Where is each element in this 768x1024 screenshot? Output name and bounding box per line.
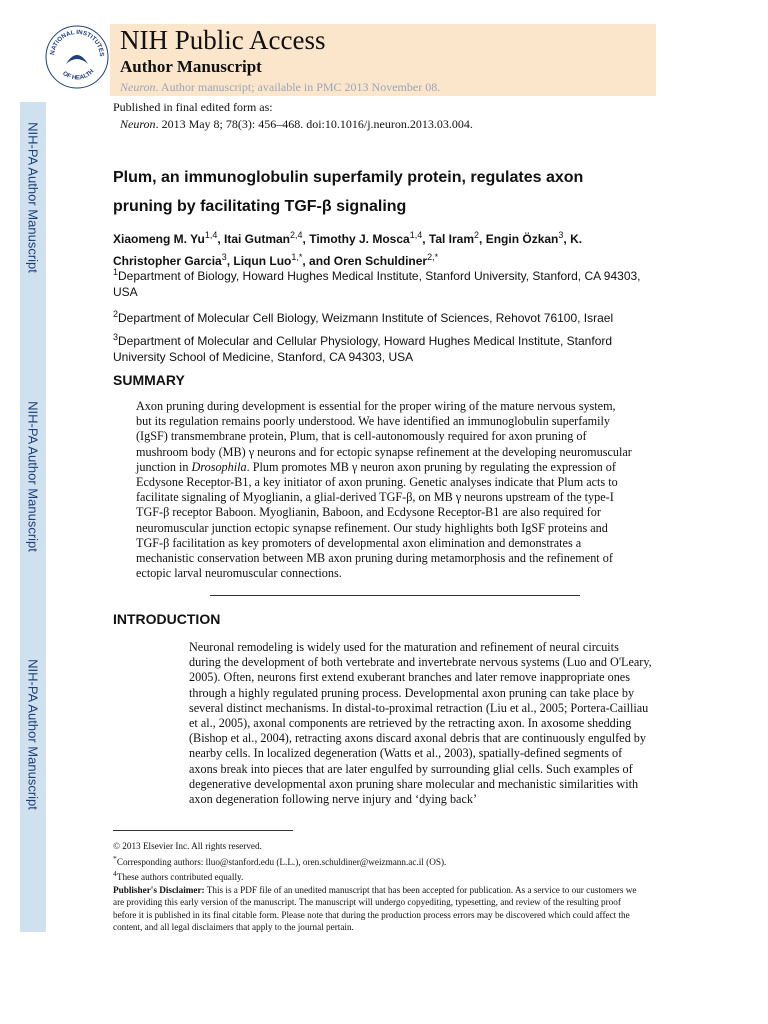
introduction-heading: INTRODUCTION — [113, 611, 221, 627]
equal-contribution-note — [113, 868, 643, 884]
logo-text-top: NATIONAL INSTITUTES — [49, 28, 106, 57]
corresponding-note — [113, 853, 643, 869]
author-separator: , — [422, 232, 429, 246]
corresponding-text: Corresponding authors: lluo@stanford.edu (L.L.), oren.schuldiner@weizmann.ac.il (OS). — [116, 856, 447, 867]
author-name: Liqun Luo — [233, 254, 292, 268]
summary-text-1: Axon pruning during development is essential for the proper wiring of the mature nervous system, but its regulation remains poorly understood. We have identified an immunoglobulin superfamily (IgSF) transmembrane protein, Plum, that is cell-autonomously required for axon pruning of mushroom body (MB) γ neurons and for ectopic synapse refinement at the developing neuromuscular junction in — [136, 399, 632, 474]
author-name: Oren Schuldiner — [333, 254, 428, 268]
author-name: Tal Iram — [428, 232, 475, 246]
affiliation-1-text: Department of Biology, Howard Hughes Medical Institute, Stanford University, Stanford, CA 94303, USA — [113, 269, 641, 299]
disclaimer-text: This is a PDF file of an unedited manuscript that has been accepted for publication. As a service to our customers we are providing this early version of the manuscript. The manuscript will undergo copyediting, typesetting, and review of the resulting proof before it is published in its final citable form. Please note that during the production process errors may be discovered which could affect the content, and all legal disclaimers that apply to the journal pertain. — [113, 884, 637, 933]
article-title-line-1: Plum, an immunoglobulin superfamily protein, regulates axon — [113, 169, 584, 186]
sidebar-label-1: NIH-PA Author Manuscript — [25, 122, 41, 273]
footnotes — [113, 840, 643, 934]
footnote-divider — [113, 830, 293, 831]
page-title: NIH Public Access — [120, 25, 326, 55]
author-affiliation-marker: 2,* — [427, 252, 439, 262]
section-divider — [210, 595, 580, 596]
affiliation-2-marker: 2 — [113, 309, 119, 319]
publisher-disclaimer — [113, 884, 643, 934]
affiliation-3-marker: 3 — [113, 332, 119, 342]
author-affiliation-marker: 3 — [221, 252, 227, 262]
author-affiliation-marker: 1,4 — [204, 230, 218, 240]
availability-line — [120, 80, 440, 95]
summary-text-2: . Plum promotes MB γ neuron axon pruning by regulating the expression of Ecdysone Receptor-B1, a key initiator of axon pruning. Genetic analyses indicate that Plum acts to facilitate signaling of Myoglianin, a glial-derived TGF-β, on MB γ neurons upstream of the type-I TGF-β receptor Baboon. Myoglianin, Baboon, and Ecdysone Receptor-B1 are also required for neuromuscular junction ectopic synapse refinement. Our study highlights both IgSF proteins and TGF-β facilitation as key promoters of developmental axon elimination and demonstrates a mechanistic conservation between MB axon pruning during metamorphosis and the refinement of ectopic larval neuromuscular connections. — [136, 459, 618, 581]
published-label: Published in final edited form as: — [113, 100, 273, 114]
nih-logo — [44, 24, 110, 90]
copyright-note: © 2013 Elsevier Inc. All rights reserved. — [113, 841, 262, 851]
article-title-line-2: pruning by facilitating TGF-β signaling — [113, 198, 407, 215]
author-separator: , — [302, 232, 310, 246]
summary-paragraph — [136, 399, 634, 581]
citation-line — [120, 117, 473, 132]
equal-text: These authors contributed equally. — [116, 872, 244, 883]
affiliation-2-text: Department of Molecular Cell Biology, Weizmann Institute of Sciences, Rehovot 76100, Israel — [118, 311, 614, 325]
affiliation-3-text: Department of Molecular and Cellular Physiology, Howard Hughes Medical Institute, Stanford University School of Medicine, Stanford, CA 94303, USA — [113, 334, 613, 364]
author-manuscript-label: Author Manuscript — [120, 57, 262, 76]
author-affiliation-marker: 1,4 — [409, 230, 423, 240]
article-title — [113, 163, 653, 221]
author-name: K. Christopher Garcia — [113, 232, 583, 268]
logo-text-bottom: OF HEALTH — [61, 68, 96, 82]
author-name: Engin Özkan — [485, 232, 559, 246]
author-name: Itai Gutman — [224, 232, 291, 246]
summary-heading: SUMMARY — [113, 372, 185, 388]
affiliation-1-marker: 1 — [113, 267, 119, 277]
author-separator: , — [479, 232, 486, 246]
author-affiliation-marker: 1,* — [291, 252, 303, 262]
author-affiliation-marker: 2 — [474, 230, 480, 240]
equal-marker: 4 — [113, 869, 117, 879]
author-separator: , — [226, 254, 234, 268]
citation-text: . 2013 May 8; 78(3): 456–468. doi:10.1016/j.neuron.2013.03.004. — [155, 117, 473, 131]
availability-text: . Author manuscript; available in PMC 2013 November 08. — [155, 80, 441, 94]
disclaimer-label: Publisher's Disclaimer: — [113, 884, 205, 895]
sidebar-label-3: NIH-PA Author Manuscript — [25, 659, 41, 810]
availability-journal: Neuron — [120, 80, 156, 94]
summary-italic-term: Drosophila — [191, 459, 247, 474]
affiliation-2 — [113, 306, 653, 326]
author-separator: , and — [302, 254, 334, 268]
corresponding-marker: * — [113, 853, 117, 863]
affiliation-1 — [113, 264, 653, 300]
sidebar-label-2: NIH-PA Author Manuscript — [25, 401, 41, 552]
author-separator: , — [217, 232, 224, 246]
affiliation-3 — [113, 329, 653, 365]
introduction-paragraph: Neuronal remodeling is widely used for the maturation and refinement of neural circuits during the development of both vertebrate and invertebrate nervous systems (Luo and O'Leary, 2005). Often, neurons first extend exuberant branches and later remove inappropriate ones through a highly regulated pruning process. Developmental axon pruning can take place by several distinct mechanisms. In distal-to-proximal retraction (Liu et al., 2005; Portera-Cailliau et al., 2005), axonal components are retrieved by the retracting axon. In axosome shedding (Bishop et al., 2004), retracting axons discard axonal debris that are continuously engulfed by nearby cells. In localized degeneration (Watts et al., 2003), spatially-defined segments of axons break into pieces that are later engulfed by surrounding glial cells. Such examples of degenerative developmental axon pruning share molecular and mechanistic similarities with axon degeneration following nerve injury and ‘dying back’ — [189, 640, 652, 807]
author-affiliation-marker: 2,4 — [290, 230, 303, 240]
author-name: Xiaomeng M. Yu — [113, 232, 205, 246]
author-name: Timothy J. Mosca — [309, 232, 410, 246]
citation-journal: Neuron — [120, 117, 156, 131]
author-separator: , — [563, 232, 571, 246]
author-affiliation-marker: 3 — [558, 230, 564, 240]
